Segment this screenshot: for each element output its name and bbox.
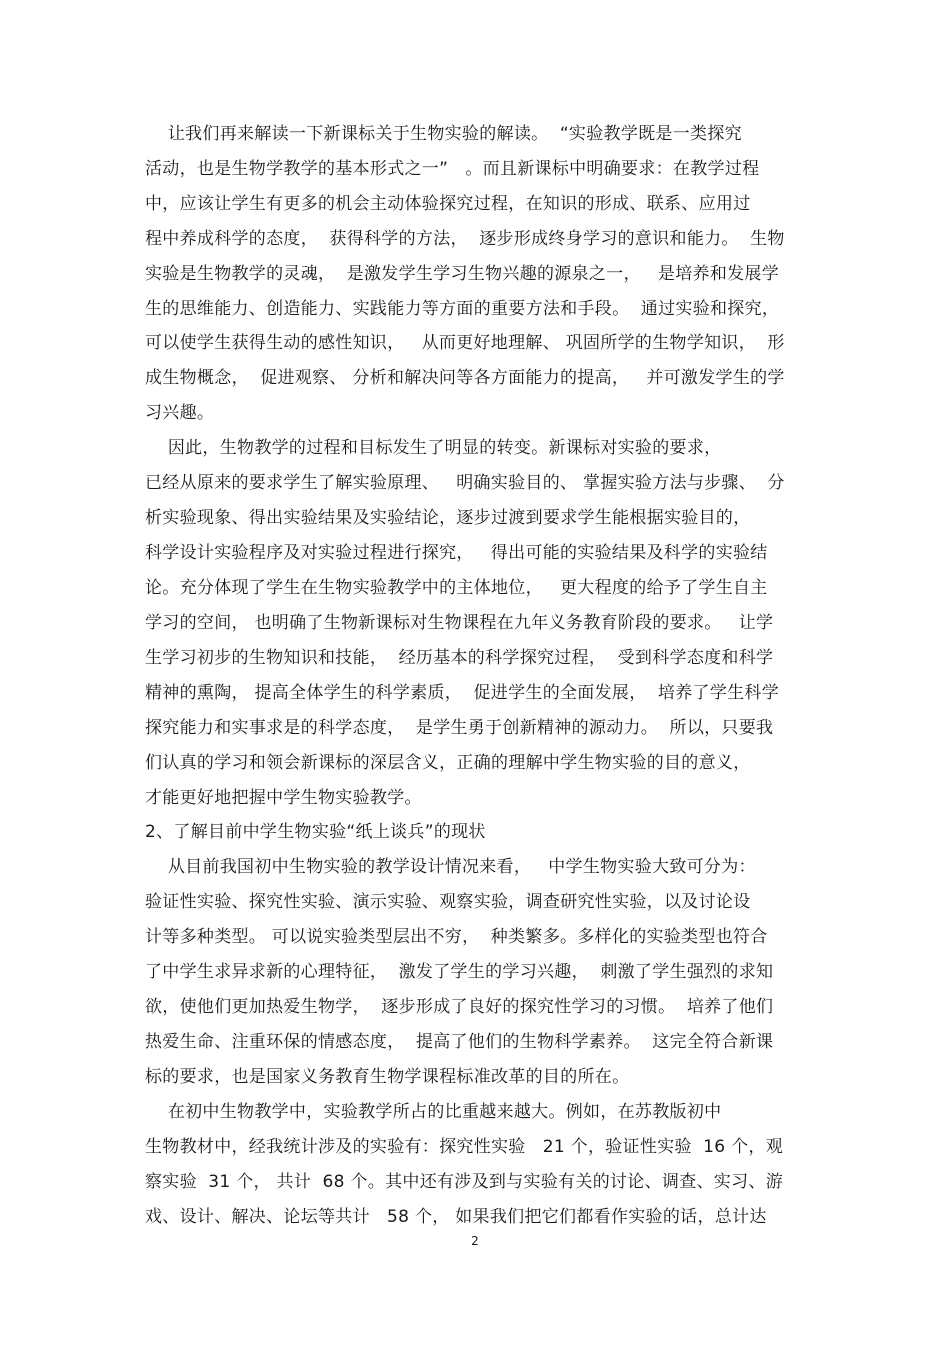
text-line: 中，应该让学生有更多的机会主动体验探究过程，在知识的形成、联系、应用过 — [145, 194, 751, 214]
text-line: 戏、设计、解决、论坛等共计 58 个， 如果我们把它们都看作实验的话，总计达 — [145, 1207, 767, 1227]
text-line: 生物教材中，经我统计涉及的实验有：探究性实验 21 个，验证性实验 16 个，观 — [145, 1137, 783, 1157]
text-line: 程中养成科学的态度， 获得科学的方法， 逐步形成终身学习的意识和能力。 生物 — [145, 229, 785, 249]
text-line: 可以使学生获得生动的感性知识， 从而更好地理解、 巩固所学的生物学知识， 形 — [145, 333, 785, 353]
text-line: 标的要求，也是国家义务教育生物学课程标准改革的目的所在。 — [145, 1067, 630, 1087]
text-line: 活动，也是生物学教学的基本形式之一” 。而且新课标中明确要求：在教学过程 — [145, 159, 760, 179]
text-line: 察实验 31 个， 共计 68 个。其中还有涉及到与实验有关的讨论、调查、实习、游 — [145, 1172, 783, 1192]
page-number: 2 — [471, 1234, 479, 1248]
text-line: 在初中生物教学中，实验教学所占的比重越来越大。例如，在苏教版初中 — [145, 1102, 722, 1122]
text-line: 们认真的学习和领会新课标的深层含义，正确的理解中学生物实验的目的意义， — [145, 753, 751, 773]
text-line: 实验是生物教学的灵魂， 是激发学生学习生物兴趣的源泉之一， 是培养和发展学 — [145, 264, 780, 284]
section-heading: 2、了解目前中学生物实验“纸上谈兵”的现状 — [145, 822, 486, 842]
text-line: 成生物概念， 促进观察、 分析和解决问等各方面能力的提高， 并可激发学生的学 — [145, 368, 785, 388]
text-line: 习兴趣。 — [145, 403, 215, 423]
text-line: 让我们再来解读一下新课标关于生物实验的解读。 “实验教学既是一类探究 — [145, 124, 742, 144]
text-line: 精神的熏陶， 提高全体学生的科学素质， 促进学生的全面发展， 培养了学生科学 — [145, 683, 780, 703]
text-line: 验证性实验、探究性实验、演示实验、观察实验，调查研究性实验，以及讨论设 — [145, 892, 751, 912]
text-line: 生学习初步的生物知识和技能， 经历基本的科学探究过程， 受到科学态度和科学 — [145, 648, 774, 668]
text-line: 论。充分体现了学生在生物实验教学中的主体地位， 更大程度的给予了学生自主 — [145, 578, 768, 598]
text-line: 析实验现象、得出实验结果及实验结论，逐步过渡到要求学生能根据实验目的， — [145, 508, 751, 528]
text-line: 已经从原来的要求学生了解实验原理、 明确实验目的、 掌握实验方法与步骤、 分 — [145, 473, 785, 493]
text-line: 因此，生物教学的过程和目标发生了明显的转变。新课标对实验的要求， — [145, 438, 722, 458]
text-line: 探究能力和实事求是的科学态度， 是学生勇于创新精神的源动力。 所以，只要我 — [145, 718, 774, 738]
text-line: 学习的空间， 也明确了生物新课标对生物课程在九年义务教育阶段的要求。 让学 — [145, 613, 774, 633]
text-line: 才能更好地把握中学生物实验教学。 — [145, 788, 422, 808]
text-line: 计等多种类型。 可以说实验类型层出不穷， 种类繁多。多样化的实验类型也符合 — [145, 927, 768, 947]
text-line: 生的思维能力、创造能力、实践能力等方面的重要方法和手段。 通过实验和探究， — [145, 299, 780, 319]
text-line: 从目前我国初中生物实验的教学设计情况来看， 中学生物实验大致可分为： — [145, 857, 756, 877]
text-line: 欲，使他们更加热爱生物学， 逐步形成了良好的探究性学习的习惯。 培养了他们 — [145, 997, 774, 1017]
text-line: 热爱生命、注重环保的情感态度， 提高了他们的生物科学素养。 这完全符合新课 — [145, 1032, 774, 1052]
text-line: 科学设计实验程序及对实验过程进行探究， 得出可能的实验结果及科学的实验结 — [145, 543, 768, 563]
text-line: 了中学生求异求新的心理特征， 激发了学生的学习兴趣， 刺激了学生强烈的求知 — [145, 962, 774, 982]
